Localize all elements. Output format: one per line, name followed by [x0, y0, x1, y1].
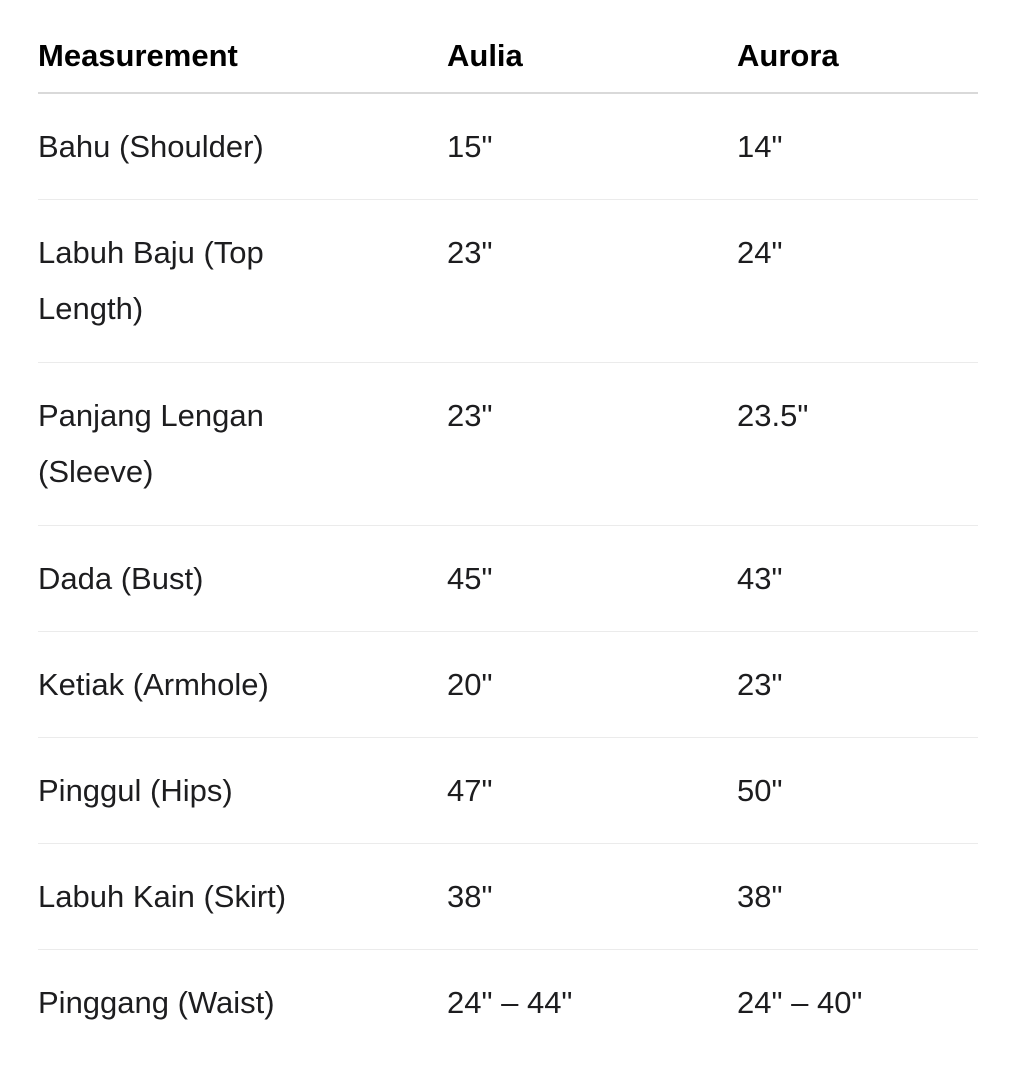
measurement-cell [38, 975, 447, 1031]
table-row [38, 738, 978, 844]
aurora-value: 24" – 40" [737, 985, 863, 1020]
aulia-value: 23" [447, 398, 493, 433]
size-measurement-table [38, 0, 978, 1056]
measurement-label: Bahu (Shoulder) [38, 129, 264, 164]
table-header-row [38, 0, 978, 94]
aurora-value: 14" [737, 129, 783, 164]
aurora-value: 23" [737, 667, 783, 702]
measurement-cell [38, 763, 447, 819]
aulia-value: 15" [447, 129, 493, 164]
header-measurement: Measurement [38, 38, 238, 73]
measurement-label: Labuh Baju (Top Length) [38, 235, 264, 326]
aurora-value: 38" [737, 879, 783, 914]
measurement-label: Ketiak (Armhole) [38, 667, 269, 702]
measurement-cell [38, 551, 447, 607]
aurora-value: 23.5" [737, 398, 809, 433]
table-row [38, 94, 978, 200]
table-row [38, 526, 978, 632]
measurement-cell [38, 869, 447, 925]
measurement-label: Pinggul (Hips) [38, 773, 233, 808]
table-row [38, 950, 978, 1056]
measurement-label: Pinggang (Waist) [38, 985, 275, 1020]
table-row [38, 844, 978, 950]
measurement-cell [38, 388, 447, 500]
aurora-value: 24" [737, 235, 783, 270]
table-row [38, 632, 978, 738]
measurement-cell [38, 225, 447, 337]
aulia-value: 47" [447, 773, 493, 808]
aulia-value: 20" [447, 667, 493, 702]
aulia-value: 38" [447, 879, 493, 914]
measurement-cell [38, 657, 447, 713]
aurora-value: 50" [737, 773, 783, 808]
aulia-value: 24" – 44" [447, 985, 573, 1020]
header-aulia: Aulia [447, 38, 523, 73]
aurora-value: 43" [737, 561, 783, 596]
table-row [38, 200, 978, 363]
measurement-label: Dada (Bust) [38, 561, 204, 596]
measurement-cell [38, 119, 447, 175]
measurement-label: Labuh Kain (Skirt) [38, 879, 287, 914]
measurement-label: Panjang Lengan (Sleeve) [38, 398, 264, 489]
aulia-value: 23" [447, 235, 493, 270]
table-row [38, 363, 978, 526]
aulia-value: 45" [447, 561, 493, 596]
header-aurora: Aurora [737, 38, 839, 73]
